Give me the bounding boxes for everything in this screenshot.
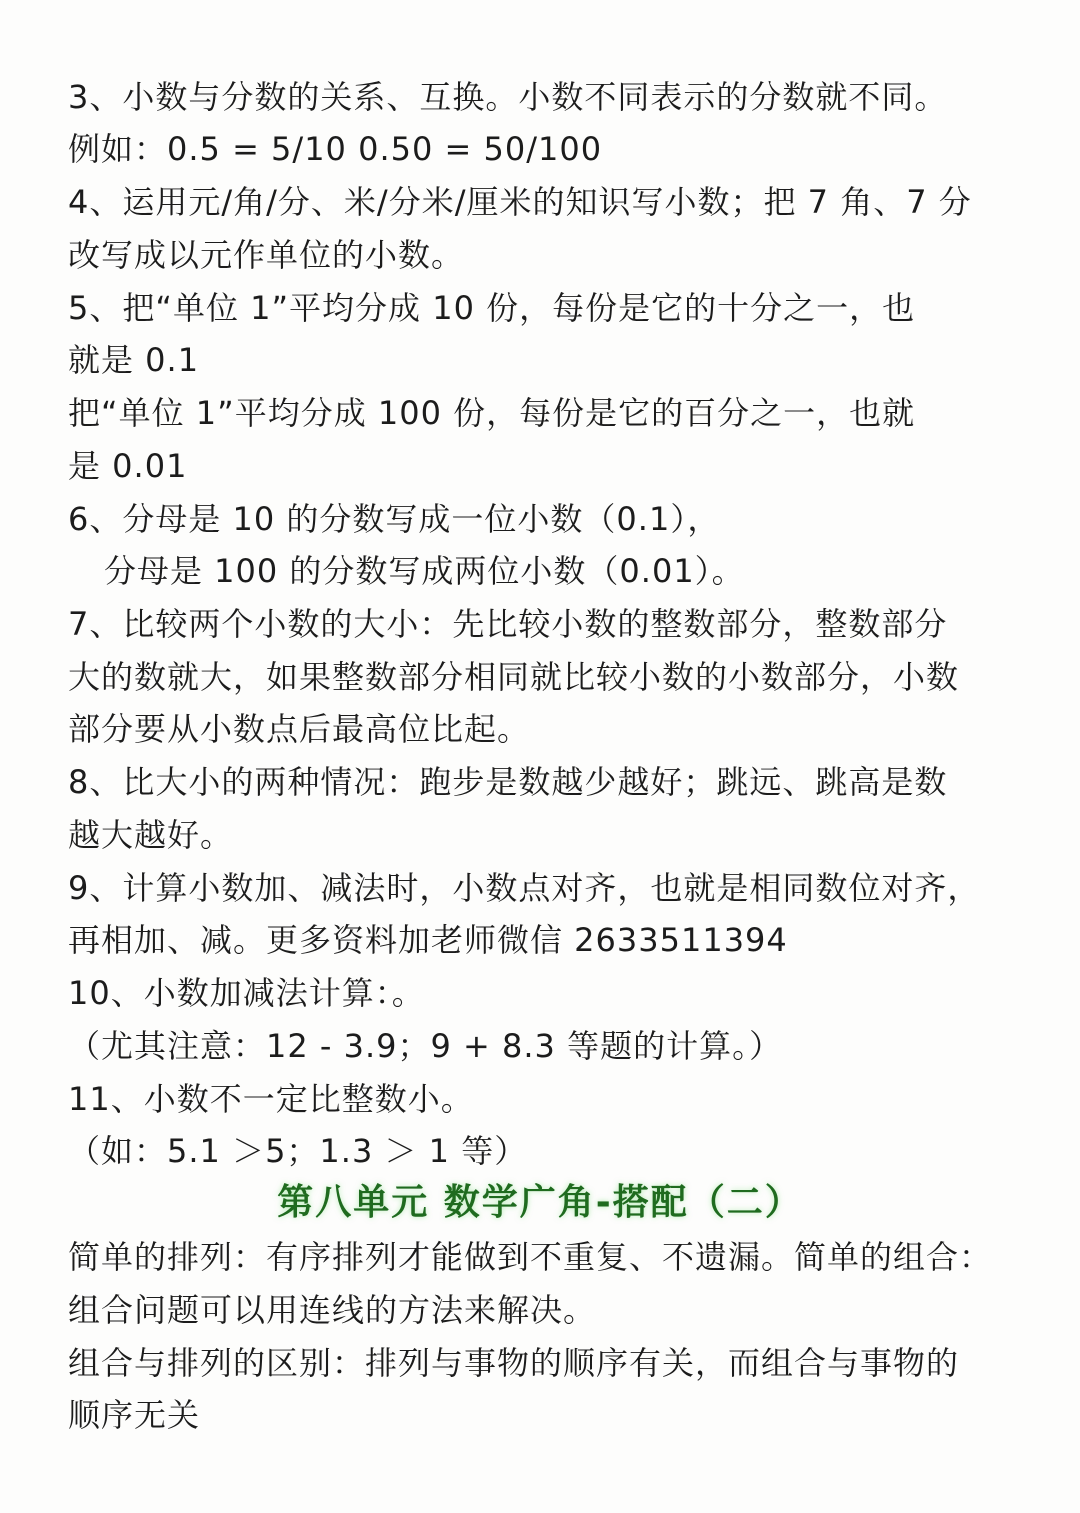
- item-7-line-3: 部分要从小数点后最高位比起。: [68, 710, 531, 748]
- item-3-example: 例如：0.5 = 5/10 0.50 = 50/100: [68, 130, 603, 168]
- item-5-line-1: 5、把“单位 1”平均分成 10 份，每份是它的十分之一，也: [68, 289, 916, 327]
- item-6-line-1: 6、分母是 10 的分数写成一位小数（0.1），: [68, 500, 721, 538]
- unit-8-line-2: 组合问题可以用连线的方法来解决。: [68, 1291, 597, 1329]
- unit-8-line-3: 组合与排列的区别：排列与事物的顺序有关，而组合与事物的: [68, 1344, 960, 1382]
- item-8-line-2: 越大越好。: [68, 816, 234, 854]
- item-7-line-2: 大的数就大，如果整数部分相同就比较小数的小数部分，小数: [68, 658, 960, 696]
- item-7-line-1: 7、比较两个小数的大小：先比较小数的整数部分，整数部分: [68, 605, 948, 643]
- unit-8-line-1: 简单的排列：有序排列才能做到不重复、不遗漏。简单的组合：: [68, 1238, 993, 1276]
- item-9-line-1: 9、计算小数加、减法时，小数点对齐，也就是相同数位对齐，: [68, 869, 981, 907]
- item-5-line-4: 是 0.01: [68, 447, 188, 485]
- unit-8-heading: 第八单元 数学广角-搭配（二）: [277, 1182, 803, 1223]
- item-5-line-2: 就是 0.1: [68, 341, 200, 379]
- item-3-line-1: 3、小数与分数的关系、互换。小数不同表示的分数就不同。: [68, 78, 948, 116]
- item-11-line-1: 11、小数不一定比整数小。: [68, 1080, 474, 1118]
- item-5-line-3: 把“单位 1”平均分成 100 份，每份是它的百分之一，也就: [68, 394, 916, 432]
- item-11-note: （如：5.1 ＞5；1.3 ＞ 1 等）: [68, 1132, 528, 1170]
- item-8-line-1: 8、比大小的两种情况：跑步是数越少越好；跳远、跳高是数: [68, 763, 948, 801]
- unit-8-line-4: 顺序无关: [68, 1396, 201, 1434]
- item-6-line-2: 分母是 100 的分数写成两位小数（0.01）。: [104, 552, 745, 590]
- item-4-line-2: 改写成以元作单位的小数。: [68, 236, 465, 274]
- item-9-line-2: 再相加、减。更多资料加老师微信 2633511394: [68, 921, 788, 959]
- item-10-line-1: 10、小数加减法计算：。: [68, 974, 425, 1012]
- item-10-note: （尤其注意：12 - 3.9；9 + 8.3 等题的计算。）: [68, 1027, 783, 1065]
- item-4-line-1: 4、运用元/角/分、米/分米/厘米的知识写小数；把 7 角、7 分: [68, 183, 972, 221]
